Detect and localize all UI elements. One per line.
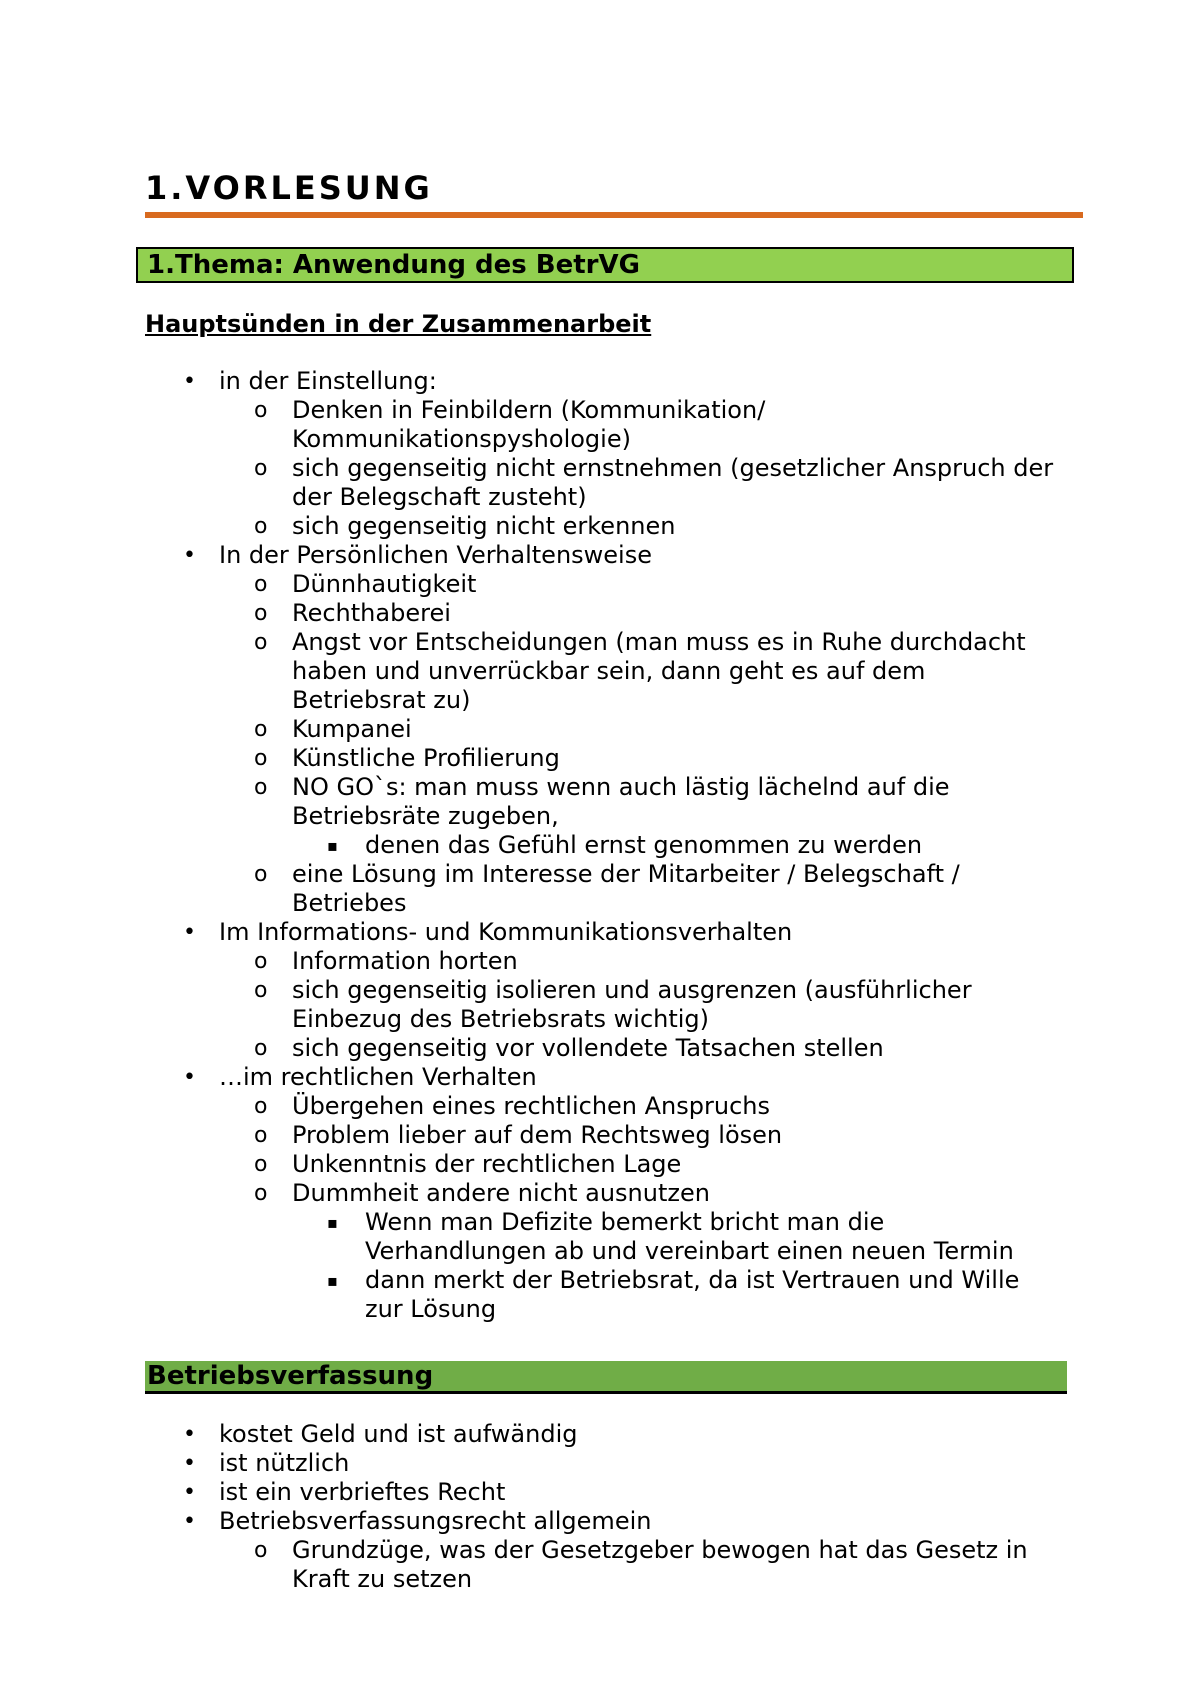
list-item-text: Dummheit andere nicht ausnutzen bbox=[292, 1179, 710, 1207]
bullet-marker-level-2: o bbox=[254, 1152, 268, 1177]
bullet-marker-level-2: o bbox=[254, 949, 268, 974]
list-item-text: Grundzüge, was der Gesetzgeber bewogen hat das Gesetz in bbox=[292, 1536, 1028, 1564]
bullet-marker-level-2: o bbox=[254, 601, 268, 626]
bullet-marker-level-3: ▪ bbox=[327, 1213, 338, 1232]
list-item-text: haben und unverrückbar sein, dann geht es auf dem bbox=[292, 657, 926, 685]
bullet-marker-level-2: o bbox=[254, 978, 268, 1003]
list-item-text: Rechthaberei bbox=[292, 599, 451, 627]
list-item-text: Dünnhautigkeit bbox=[292, 570, 477, 598]
list-item-text: Kumpanei bbox=[292, 715, 412, 743]
list-item-text: zur Lösung bbox=[365, 1295, 497, 1323]
list-item-text: Wenn man Defizite bemerkt bricht man die bbox=[365, 1208, 885, 1236]
list-item-text: sich gegenseitig nicht ernstnehmen (gesetzlicher Anspruch der bbox=[292, 454, 1054, 482]
bullet-marker-level-1: • bbox=[183, 369, 196, 394]
list-item-text: Denken in Feinbildern (Kommunikation/ bbox=[292, 396, 766, 424]
bullet-marker-level-2: o bbox=[254, 1538, 268, 1563]
list-item-text: Unkenntnis der rechtlichen Lage bbox=[292, 1150, 682, 1178]
list-item-text: sich gegenseitig isolieren und ausgrenzen (ausführlicher bbox=[292, 976, 972, 1004]
list-item-text: ist nützlich bbox=[219, 1449, 350, 1477]
list-item-text: der Belegschaft zusteht) bbox=[292, 483, 587, 511]
list-item-text: In der Persönlichen Verhaltensweise bbox=[219, 541, 652, 569]
list-item-text: Im Informations- und Kommunikationsverhalten bbox=[219, 918, 793, 946]
bullet-marker-level-3: ▪ bbox=[327, 836, 338, 855]
list-item-text: Künstliche Profilierung bbox=[292, 744, 560, 772]
list-item-text: NO GO`s: man muss wenn auch lästig lächelnd auf die bbox=[292, 773, 950, 801]
list-item-text: kostet Geld und ist aufwändig bbox=[219, 1420, 578, 1448]
bullet-marker-level-2: o bbox=[254, 1181, 268, 1206]
bullet-marker-level-2: o bbox=[254, 1094, 268, 1119]
bullet-marker-level-1: • bbox=[183, 1065, 196, 1090]
list-item-text: Übergehen eines rechtlichen Anspruchs bbox=[292, 1092, 770, 1120]
bullet-marker-level-2: o bbox=[254, 1036, 268, 1061]
list-item-text: sich gegenseitig nicht erkennen bbox=[292, 512, 676, 540]
bullet-marker-level-2: o bbox=[254, 630, 268, 655]
bullet-marker-level-1: • bbox=[183, 1451, 196, 1476]
list-item-text: in der Einstellung: bbox=[219, 367, 437, 395]
list-item-text: Betriebsrat zu) bbox=[292, 686, 471, 714]
list-item-text: Kommunikationspyshologie) bbox=[292, 425, 631, 453]
list-item-text: eine Lösung im Interesse der Mitarbeiter / Belegschaft / bbox=[292, 860, 960, 888]
list-item-text: dann merkt der Betriebsrat, da ist Vertrauen und Wille bbox=[365, 1266, 1020, 1294]
list-item-text: Betriebsräte zugeben, bbox=[292, 802, 559, 830]
bullet-marker-level-2: o bbox=[254, 862, 268, 887]
list-item-text: Betriebsverfassungsrecht allgemein bbox=[219, 1507, 652, 1535]
bullet-marker-level-3: ▪ bbox=[327, 1271, 338, 1290]
list-item-text: Einbezug des Betriebsrats wichtig) bbox=[292, 1005, 710, 1033]
bullet-marker-level-2: o bbox=[254, 775, 268, 800]
list-item-text: …im rechtlichen Verhalten bbox=[219, 1063, 537, 1091]
list-item-text: Kraft zu setzen bbox=[292, 1565, 473, 1593]
list-item-text: Betriebes bbox=[292, 889, 407, 917]
bullet-marker-level-1: • bbox=[183, 1480, 196, 1505]
section-heading-betriebsverfassung: Betriebsverfassung bbox=[145, 1361, 1067, 1394]
bullet-marker-level-2: o bbox=[254, 1123, 268, 1148]
bullet-marker-level-2: o bbox=[254, 746, 268, 771]
title-underline-rule bbox=[145, 212, 1083, 218]
bullet-marker-level-1: • bbox=[183, 920, 196, 945]
list-item-text: Angst vor Entscheidungen (man muss es in Ruhe durchdacht bbox=[292, 628, 1026, 656]
bullet-marker-level-2: o bbox=[254, 572, 268, 597]
bullet-marker-level-2: o bbox=[254, 514, 268, 539]
list-item-text: Problem lieber auf dem Rechtsweg lösen bbox=[292, 1121, 783, 1149]
list-item-text: ist ein verbrieftes Recht bbox=[219, 1478, 506, 1506]
list-item-text: sich gegenseitig vor vollendete Tatsachen stellen bbox=[292, 1034, 884, 1062]
bullet-marker-level-2: o bbox=[254, 717, 268, 742]
bullet-marker-level-1: • bbox=[183, 1509, 196, 1534]
bullet-marker-level-2: o bbox=[254, 398, 268, 423]
list-item-text: Information horten bbox=[292, 947, 518, 975]
subheading: Hauptsünden in der Zusammenarbeit bbox=[145, 310, 652, 338]
list-item-text: Verhandlungen ab und vereinbart einen neuen Termin bbox=[365, 1237, 1014, 1265]
bullet-marker-level-1: • bbox=[183, 543, 196, 568]
thema-heading: 1.Thema: Anwendung des BetrVG bbox=[136, 247, 1074, 283]
list-item-text: denen das Gefühl ernst genommen zu werden bbox=[365, 831, 923, 859]
bullet-marker-level-1: • bbox=[183, 1422, 196, 1447]
bullet-marker-level-2: o bbox=[254, 456, 268, 481]
page-title: 1.VORLESUNG bbox=[145, 169, 433, 207]
